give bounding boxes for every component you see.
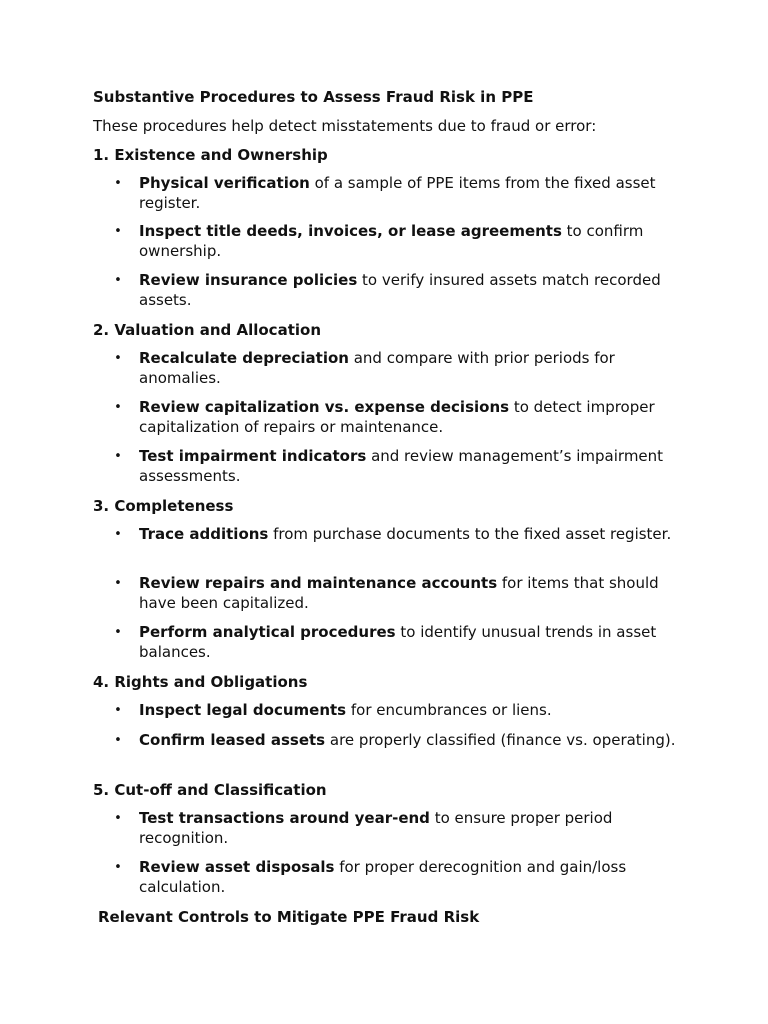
item-bold: Inspect legal documents — [139, 701, 347, 719]
list-item — [114, 174, 684, 213]
list-item — [114, 349, 684, 388]
bullet-icon: • — [114, 576, 122, 591]
bullet-icon: • — [114, 625, 122, 640]
list-item — [114, 858, 684, 897]
section-heading-existence: 1. Existence and Ownership — [93, 146, 328, 164]
item-text: to identify unusual trends in asset balances. — [139, 623, 657, 661]
item-bold: Review insurance policies — [139, 271, 358, 289]
item-text: for proper derecognition and gain/loss calculation. — [139, 858, 627, 896]
item-text: and review management’s impairment assessments. — [139, 447, 664, 485]
item-text: to detect improper capitalization of repairs or maintenance. — [139, 398, 655, 436]
bullet-icon: • — [114, 703, 122, 718]
list-item — [114, 574, 684, 613]
item-text: are properly classified (finance vs. operating). — [325, 731, 676, 749]
item-bold: Test impairment indicators — [139, 447, 367, 465]
item-bold: Inspect title deeds, invoices, or lease agreements — [139, 222, 562, 240]
intro-text: These procedures help detect misstatements due to fraud or error: — [93, 117, 597, 135]
list-item — [114, 398, 684, 437]
item-text: from purchase documents to the fixed asset register. — [268, 525, 672, 543]
list-item — [114, 809, 684, 848]
page-title: Substantive Procedures to Assess Fraud Risk in PPE — [93, 88, 534, 106]
list-item — [114, 731, 684, 751]
item-text: to confirm ownership. — [139, 222, 644, 260]
item-bold: Trace additions — [139, 525, 269, 543]
list-item — [114, 271, 684, 310]
item-text: to ensure proper period recognition. — [139, 809, 613, 847]
list-item — [114, 447, 684, 486]
bullet-icon: • — [114, 351, 122, 366]
bullet-icon: • — [114, 273, 122, 288]
bullet-icon: • — [114, 527, 122, 542]
bullet-icon: • — [114, 176, 122, 191]
item-bold: Recalculate depreciation — [139, 349, 349, 367]
item-bold: Review asset disposals — [139, 858, 335, 876]
section-heading-valuation: 2. Valuation and Allocation — [93, 321, 321, 339]
item-bold: Test transactions around year-end — [139, 809, 430, 827]
item-text: of a sample of PPE items from the fixed asset register. — [139, 174, 656, 212]
item-bold: Review repairs and maintenance accounts — [139, 574, 498, 592]
bullet-icon: • — [114, 449, 122, 464]
bullet-icon: • — [114, 860, 122, 875]
bullet-icon: • — [114, 811, 122, 826]
list-item — [114, 623, 684, 662]
item-bold: Physical verification — [139, 174, 310, 192]
item-bold: Perform analytical procedures — [139, 623, 396, 641]
item-text: for encumbrances or liens. — [346, 701, 552, 719]
bullet-icon: • — [114, 733, 122, 748]
controls-heading: Relevant Controls to Mitigate PPE Fraud Risk — [98, 908, 480, 926]
item-bold: Confirm leased assets — [139, 731, 326, 749]
bullet-icon: • — [114, 224, 122, 239]
section-heading-rights: 4. Rights and Obligations — [93, 673, 308, 691]
bullet-icon: • — [114, 400, 122, 415]
list-item — [114, 701, 684, 721]
list-item — [114, 525, 684, 545]
item-text: and compare with prior periods for anomalies. — [139, 349, 615, 387]
list-item — [114, 222, 684, 261]
item-bold: Review capitalization vs. expense decisions — [139, 398, 510, 416]
item-text: for items that should have been capitalized. — [139, 574, 659, 612]
section-heading-cutoff: 5. Cut-off and Classification — [93, 781, 327, 799]
section-heading-completeness: 3. Completeness — [93, 497, 234, 515]
item-text: to verify insured assets match recorded assets. — [139, 271, 661, 309]
